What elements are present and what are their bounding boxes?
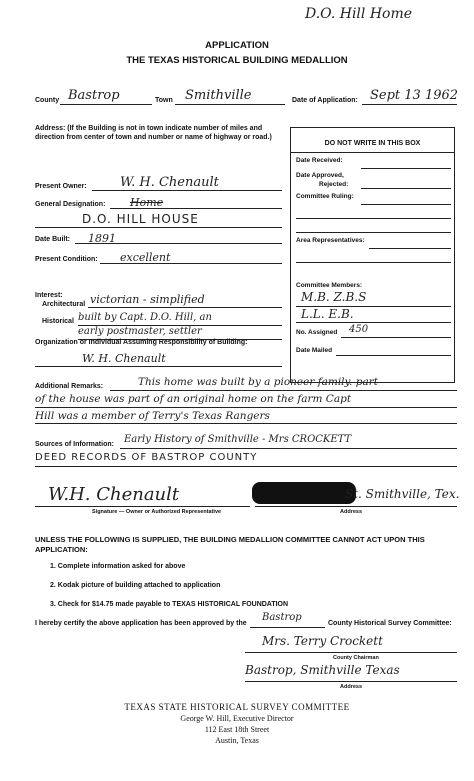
- no-assigned-label: No. Assigned: [296, 329, 338, 336]
- sources-label: Sources of Information:: [35, 441, 114, 448]
- footer-city: Austin, Texas: [215, 736, 259, 745]
- historical-label: Historical: [42, 318, 74, 325]
- condition-label: Present Condition:: [35, 256, 98, 263]
- architectural-line: [88, 307, 282, 308]
- area-reps-line: [369, 248, 451, 249]
- chairman-signature: Mrs. Terry Crockett: [262, 634, 383, 648]
- requirement-1: 1. Complete information asked for above: [50, 563, 186, 570]
- date-label: Date of Application:: [292, 97, 358, 104]
- signature-line: [35, 506, 250, 507]
- condition-value: excellent: [120, 251, 171, 264]
- members-line-1: M.B. Z.B.S: [301, 290, 367, 304]
- redaction-block: [252, 482, 356, 504]
- designation-struck-value: Home: [130, 196, 164, 209]
- date-received-label: Date Received:: [296, 157, 343, 164]
- chairman-address-caption: Address: [340, 684, 363, 690]
- remarks-value-3: Hill was a member of Terry's Texas Rangers: [35, 410, 270, 422]
- members-rule-2: [296, 322, 451, 323]
- remarks-value-2: of the house was part of an original home on the farm Capt: [35, 393, 352, 405]
- sources-value-1: Early History of Smithville - Mrs CROCKETT: [124, 434, 352, 445]
- members-line-2: L.L. E.B.: [301, 307, 354, 321]
- notice-line-2: APPLICATION:: [35, 545, 88, 554]
- ruling-line-3: [296, 232, 451, 233]
- footer-street: 112 East 18th Street: [204, 725, 270, 734]
- certify-text: I hereby certify the above application has been approved by the: [35, 620, 247, 627]
- area-reps-line-2: [296, 262, 451, 263]
- town-label: Town: [155, 97, 173, 104]
- historical-value-1: built by Capt. D.O. Hill, an: [78, 312, 212, 323]
- chairman-line: [245, 652, 457, 653]
- no-assigned-line: [341, 337, 451, 338]
- owner-value: W. H. Chenault: [120, 175, 219, 190]
- chairman-address-value: Bastrop, Smithville Texas: [245, 663, 400, 677]
- requirement-2: 2. Kodak picture of building attached to application: [50, 582, 221, 589]
- sources-line-1: [120, 448, 457, 449]
- committee-ruling-line: [361, 204, 451, 205]
- signature-caption: Signature — Owner or Authorized Representative: [92, 509, 222, 515]
- architectural-label: Architectural: [42, 301, 86, 308]
- remarks-line-3: [35, 423, 457, 424]
- form-title: APPLICATION: [205, 40, 269, 51]
- office-use-box: [290, 127, 455, 383]
- form-subtitle: THE TEXAS HISTORICAL BUILDING MEDALLION: [126, 55, 348, 66]
- date-built-value: 1891: [88, 232, 116, 245]
- organization-value: W. H. Chenault: [82, 352, 166, 365]
- owner-label: Present Owner:: [35, 183, 87, 190]
- remarks-line-1: [110, 390, 457, 391]
- county-line: [60, 104, 152, 105]
- date-approved-label: Date Approved,: [296, 172, 344, 179]
- remarks-value-1: This home was built by a pioneer family. part: [138, 376, 378, 388]
- county-label: County: [35, 97, 60, 104]
- sources-line-2: [35, 466, 457, 467]
- signature-value: W.H. Chenault: [48, 484, 180, 505]
- date-mailed-label: Date Mailed: [296, 347, 333, 354]
- date-value: Sept 13 1962: [370, 88, 459, 103]
- address-instructions: Address: (If the Building is not in town indicate number of miles and direction from center of town and number or name of highway or road.): [35, 125, 272, 141]
- owner-address-caption: Address: [340, 509, 363, 515]
- designation-label: General Designation:: [35, 201, 106, 208]
- area-reps-label: Area Representatives:: [296, 237, 365, 244]
- date-received-line: [361, 168, 451, 169]
- architectural-value: victorian - simplified: [90, 293, 205, 306]
- committee-members-label: Committee Members:: [296, 282, 363, 289]
- remarks-line-2: [35, 407, 457, 408]
- owner-line: [92, 190, 282, 191]
- rejected-label: Rejected:: [319, 181, 349, 188]
- date-line: [362, 104, 457, 105]
- owner-address-line: [255, 506, 457, 507]
- historical-value-2: early postmaster, settler: [78, 326, 202, 337]
- chairman-address-line: [245, 681, 457, 682]
- designation-value: D.O. HILL HOUSE: [82, 212, 199, 226]
- owner-address-value: St. Smithville, Tex.: [345, 487, 460, 501]
- organization-line: [35, 366, 282, 367]
- office-box-title: DO NOT WRITE IN THIS BOX: [324, 140, 421, 147]
- top-note: D.O. Hill Home: [305, 6, 413, 22]
- footer-director: George W. Hill, Executive Director: [180, 714, 294, 723]
- town-line: [175, 104, 285, 105]
- ruling-line-2: [296, 218, 451, 219]
- footer-org: TEXAS STATE HISTORICAL SURVEY COMMITTEE: [124, 702, 350, 712]
- designation-line-2: [35, 227, 282, 228]
- chairman-caption: County Chairman: [333, 655, 379, 661]
- town-value: Smithville: [185, 88, 252, 103]
- office-box-divider: [291, 152, 454, 153]
- requirement-3: 3. Check for $14.75 made payable to TEXAS HISTORICAL FOUNDATION: [50, 601, 289, 608]
- certify-county-value: Bastrop: [262, 612, 302, 623]
- organization-label: Organization or Individual Assuming Responsibility of Building:: [35, 339, 248, 346]
- certify-county-line: [250, 627, 325, 628]
- sources-value-2: DEED RECORDS OF BASTROP COUNTY: [35, 452, 258, 463]
- date-approved-line: [361, 188, 451, 189]
- certify-text-after: County Historical Survey Committee:: [328, 620, 452, 627]
- date-built-label: Date Built:: [35, 236, 70, 243]
- interest-label: Interest:: [35, 292, 63, 299]
- no-assigned-value: 450: [349, 324, 369, 335]
- county-value: Bastrop: [68, 88, 120, 103]
- date-mailed-line: [336, 355, 451, 356]
- remarks-label: Additional Remarks:: [35, 383, 104, 390]
- notice-line-1: UNLESS THE FOLLOWING IS SUPPLIED, THE BUILDING MEDALLION COMMITTEE CANNOT ACT UPON THIS: [35, 535, 425, 544]
- committee-ruling-label: Committee Ruling:: [296, 193, 354, 200]
